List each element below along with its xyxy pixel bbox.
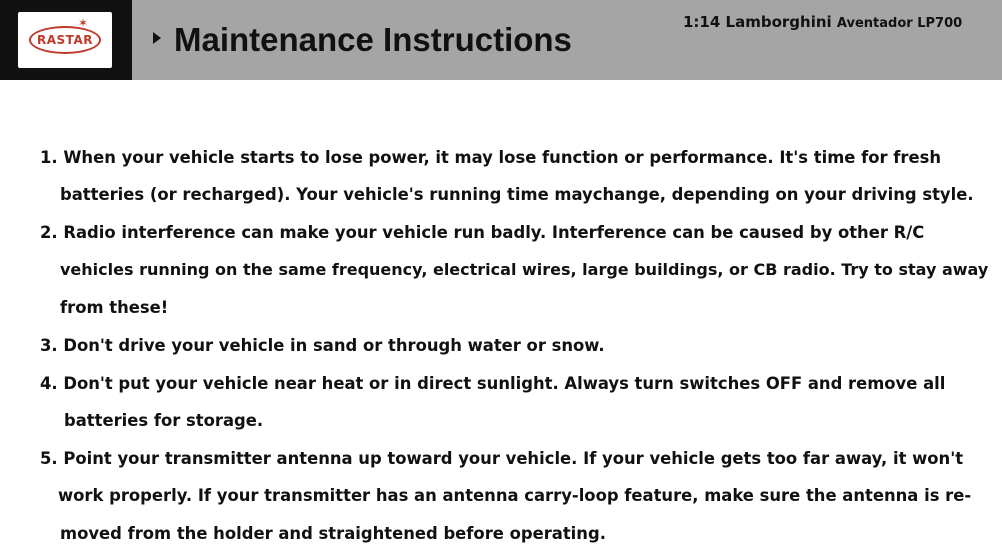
- instruction-5-line-2: work properly. If your transmitter has an antenna carry-loop feature, make sure the antenna is re-: [58, 486, 972, 505]
- instruction-3-line-1: 3. Don't drive your vehicle in sand or through water or snow.: [40, 336, 605, 355]
- instruction-5-line-1: 5. Point your transmitter antenna up toward your vehicle. If your vehicle gets too far away, it won't: [40, 449, 964, 468]
- instruction-2-line-3: from these!: [60, 298, 169, 317]
- page-title: Maintenance Instructions: [174, 21, 572, 58]
- instruction-2-line-1: 2. Radio interference can make your vehicle run badly. Interference can be caused by other R/C: [40, 223, 925, 242]
- logo-text: RASTAR: [37, 33, 93, 47]
- instruction-4-line-1: 4. Don't put your vehicle near heat or in direct sunlight. Always turn switches OFF and remove all: [40, 374, 946, 393]
- instruction-2-line-2: vehicles running on the same frequency, electrical wires, large buildings, or CB radio. Try to stay away: [60, 260, 989, 279]
- instruction-1-line-1: 1. When your vehicle starts to lose power, it may lose function or performance. It's time for fresh: [40, 148, 942, 167]
- model-scale: 1:14 Lamborghini: [683, 13, 832, 31]
- logo-star-icon: ✶: [78, 16, 89, 30]
- instruction-1-line-2: batteries (or recharged). Your vehicle's running time maychange, depending on your driving style.: [60, 185, 974, 204]
- instruction-5-line-3: moved from the holder and straightened before operating.: [60, 524, 606, 543]
- instruction-4-line-2: batteries for storage.: [64, 411, 264, 430]
- model-name: Aventador LP700: [836, 16, 963, 31]
